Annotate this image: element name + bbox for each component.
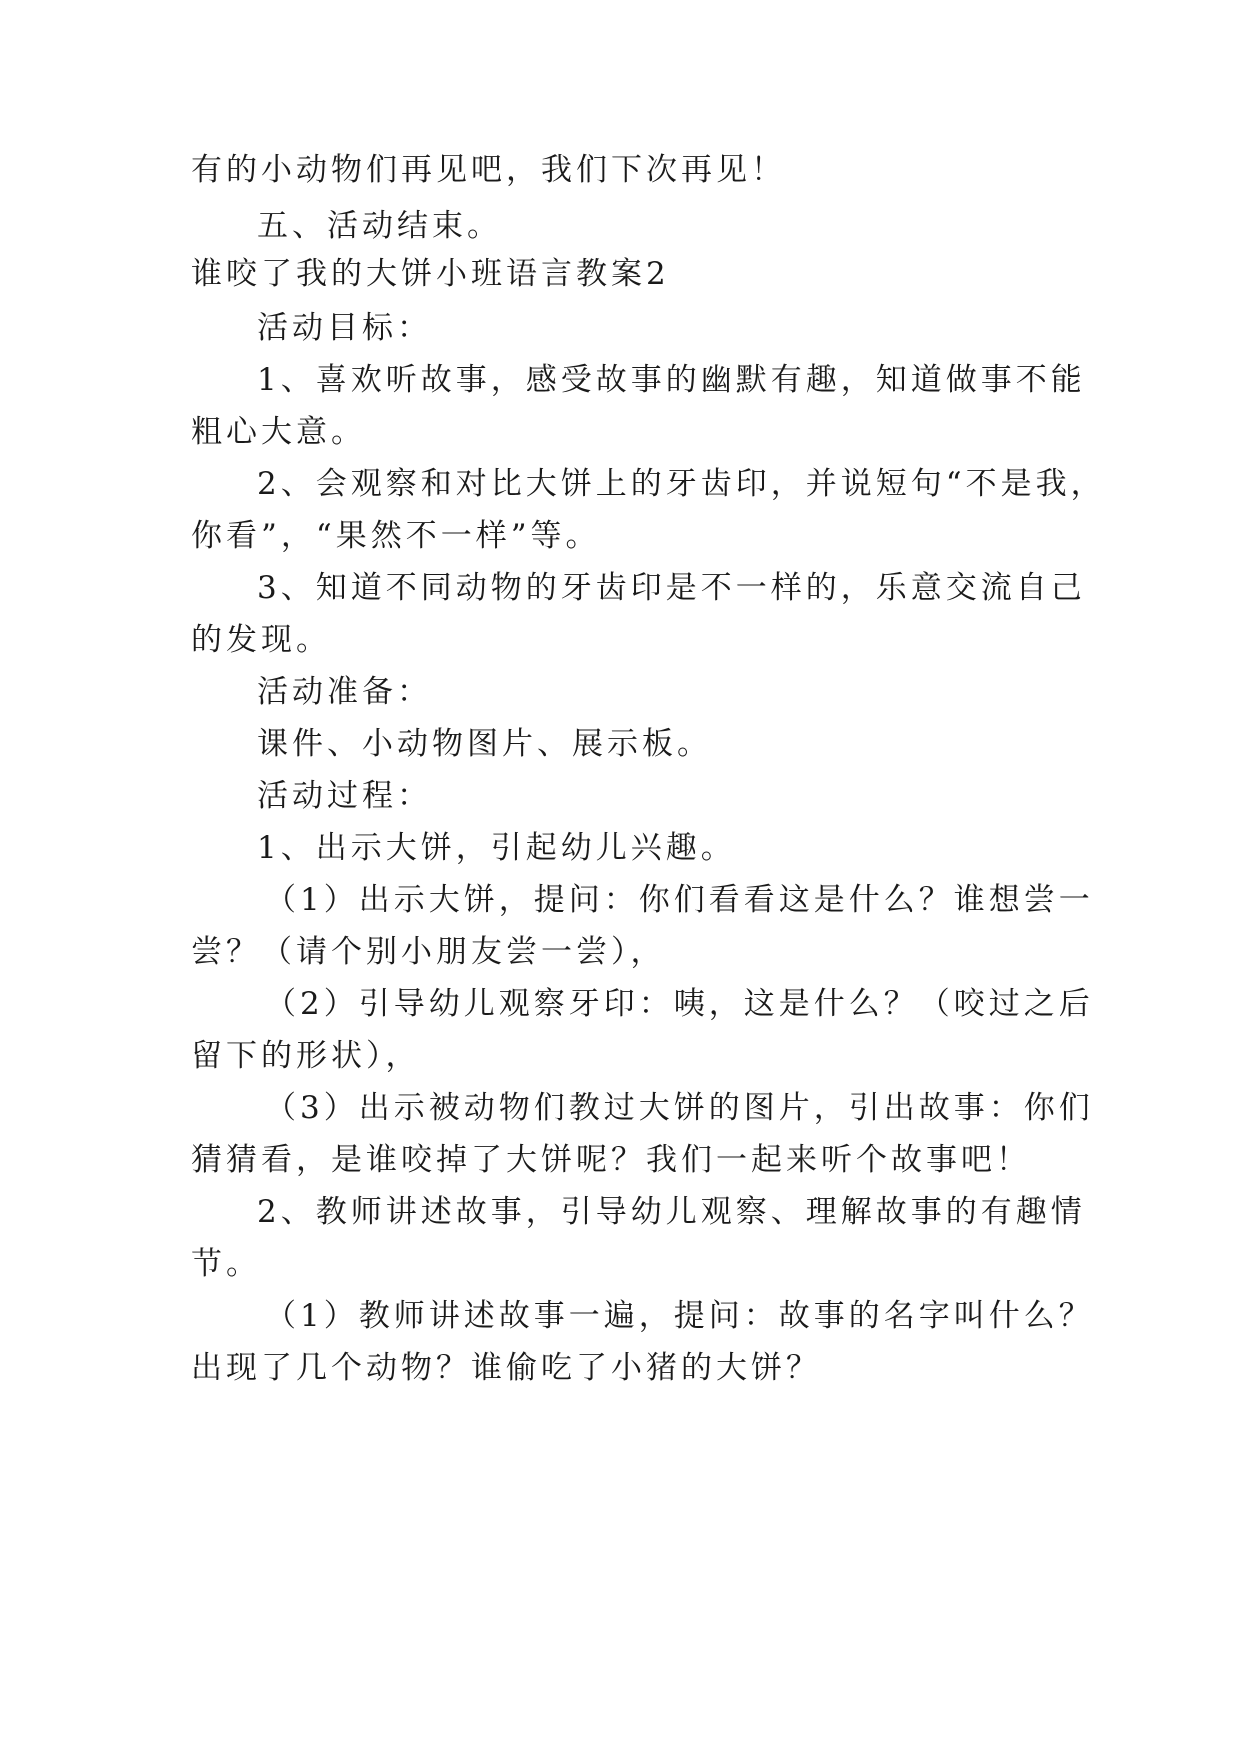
- paragraph-line: 2、教师讲述故事，引导幼儿观察、理解故事的有趣情: [257, 1194, 1086, 1230]
- paragraph-line: 节。: [191, 1246, 261, 1282]
- section-heading: 活动准备：: [257, 674, 432, 710]
- paragraph-line: （1）出示大饼，提问：你们看看这是什么？谁想尝一: [265, 882, 1094, 918]
- paragraph-line: 粗心大意。: [191, 414, 366, 450]
- section-heading: 五、活动结束。: [257, 208, 502, 244]
- paragraph-line: 课件、小动物图片、展示板。: [257, 726, 712, 762]
- paragraph-line: 1、出示大饼，引起幼儿兴趣。: [257, 830, 736, 866]
- paragraph-line: 你看”，“果然不一样”等。: [191, 518, 601, 554]
- paragraph-line: （3）出示被动物们教过大饼的图片，引出故事：你们: [265, 1090, 1094, 1126]
- document-title: 谁咬了我的大饼小班语言教案2: [191, 256, 670, 292]
- section-heading: 活动过程：: [257, 778, 432, 814]
- paragraph-line: 2、会观察和对比大饼上的牙齿印，并说短句“不是我，: [257, 466, 1106, 502]
- paragraph-line: （2）引导幼儿观察牙印：咦，这是什么？（咬过之后: [265, 986, 1094, 1022]
- paragraph-line: 有的小动物们再见吧，我们下次再见！: [191, 152, 786, 188]
- paragraph-line: 猜猜看，是谁咬掉了大饼呢？我们一起来听个故事吧！: [191, 1142, 1031, 1178]
- paragraph-line: 3、知道不同动物的牙齿印是不一样的，乐意交流自己: [257, 570, 1086, 606]
- paragraph-line: 尝？（请个别小朋友尝一尝），: [191, 934, 666, 970]
- paragraph-line: 1、喜欢听故事，感受故事的幽默有趣，知道做事不能: [257, 362, 1086, 398]
- paragraph-line: 的发现。: [191, 622, 331, 658]
- paragraph-line: （1）教师讲述故事一遍，提问：故事的名字叫什么？: [265, 1298, 1094, 1334]
- paragraph-line: 留下的形状），: [191, 1038, 421, 1074]
- section-heading: 活动目标：: [257, 310, 432, 346]
- paragraph-line: 出现了几个动物？谁偷吃了小猪的大饼？: [191, 1350, 821, 1386]
